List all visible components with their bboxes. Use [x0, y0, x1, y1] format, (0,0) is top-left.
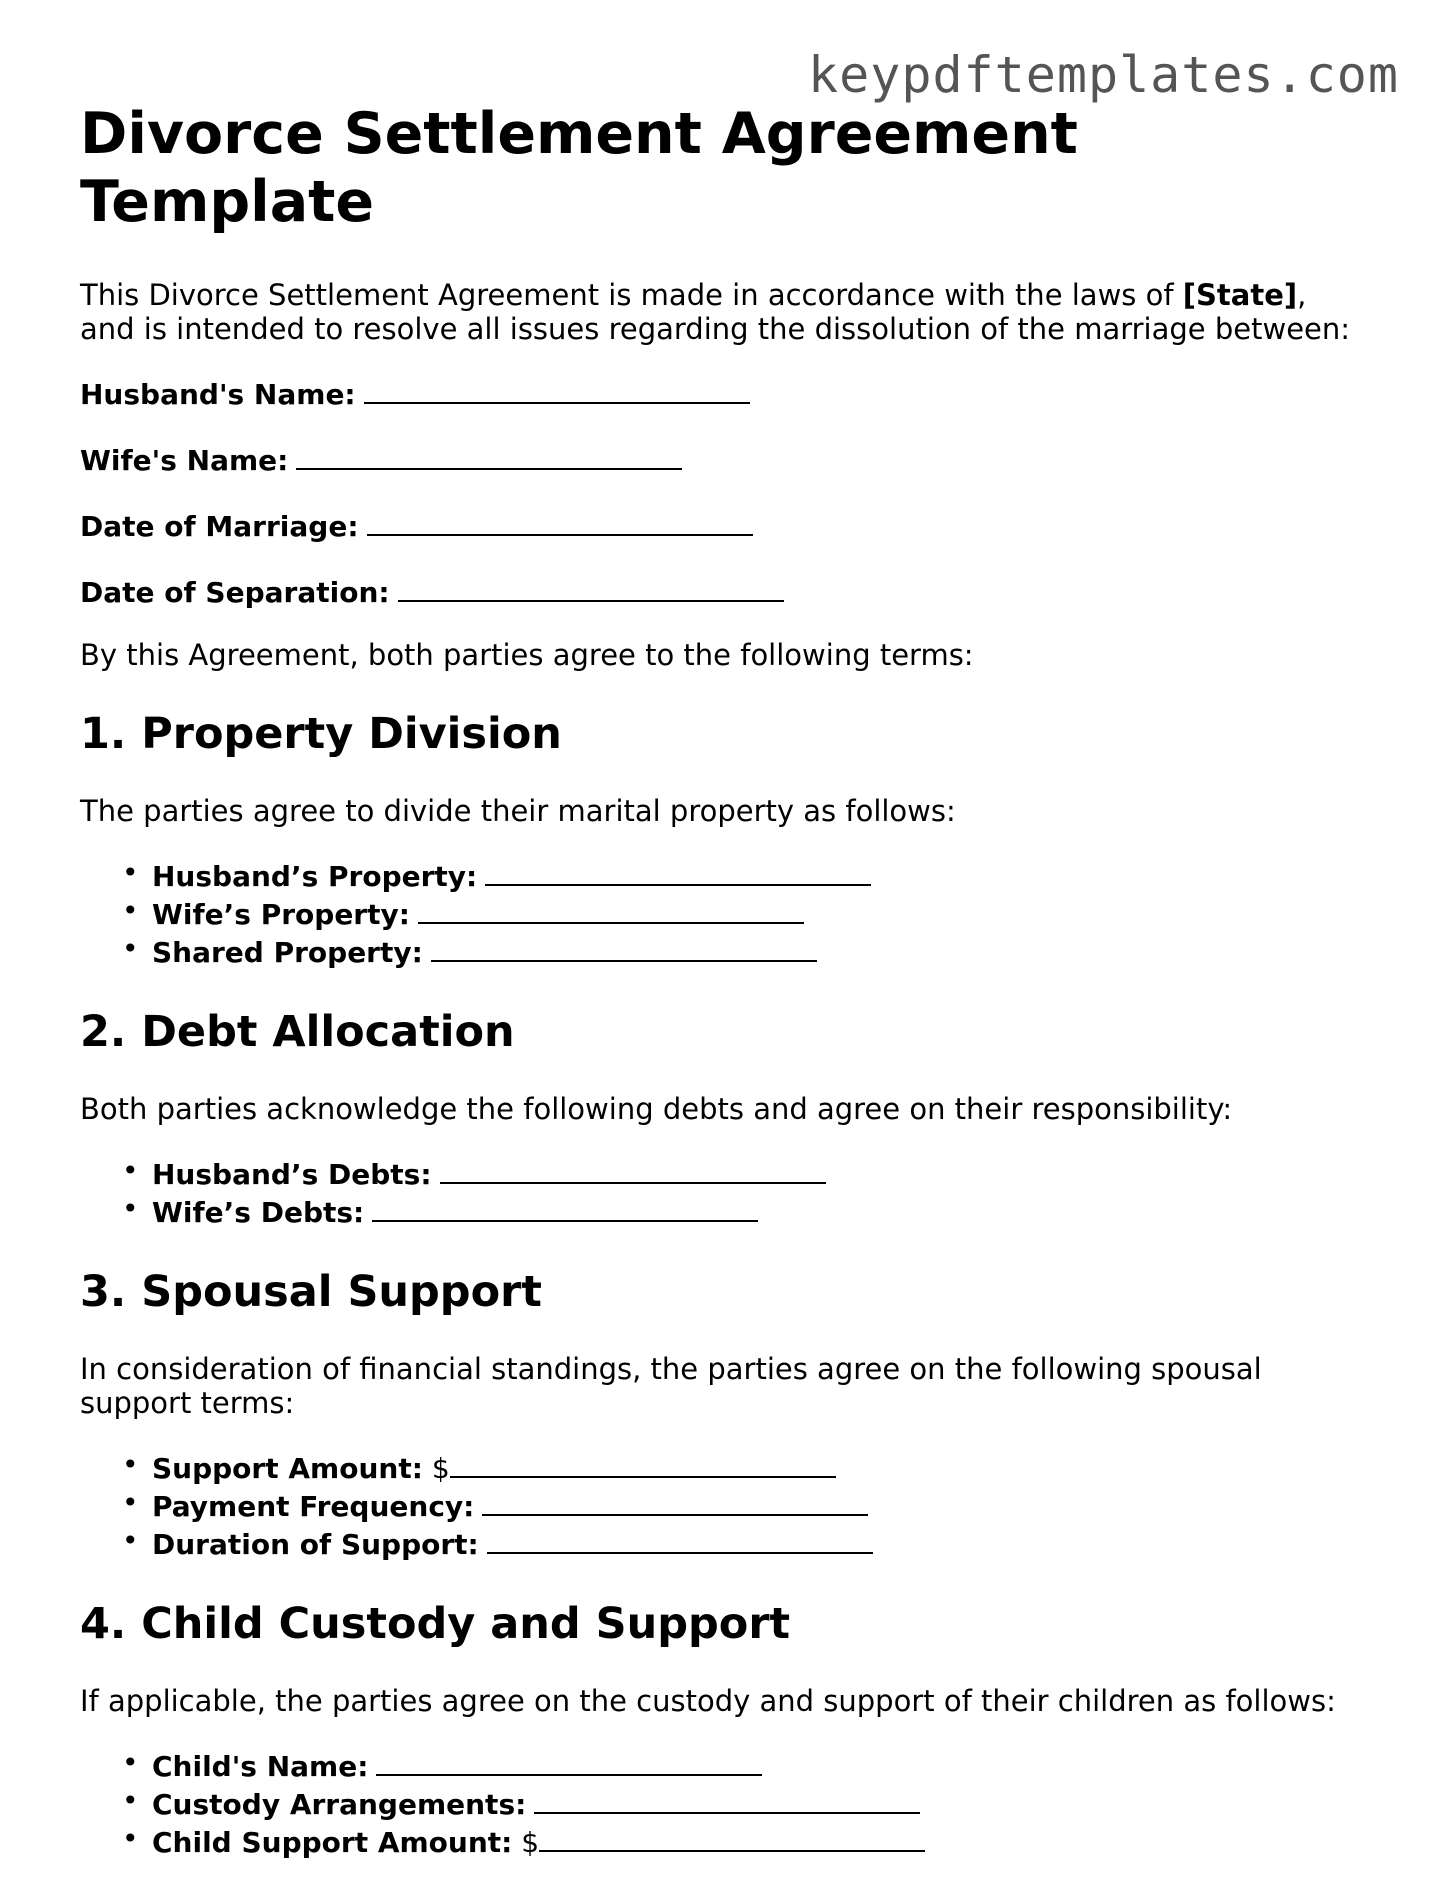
intro-after: , and is intended to resolve all issues regarding the dissolution of the marriage between: — [80, 278, 1351, 346]
section-heading-property-division: 1. Property Division — [80, 709, 562, 759]
item-label: Child Support Amount: — [152, 1826, 513, 1859]
support-amount-blank[interactable] — [450, 1448, 836, 1478]
list-item — [152, 1154, 1370, 1192]
wife-name-blank[interactable] — [296, 440, 682, 470]
section-heading-child-custody: 4. Child Custody and Support — [80, 1599, 791, 1649]
section-heading-debt-allocation: 2. Debt Allocation — [80, 1007, 515, 1057]
intro-paragraph — [80, 278, 1370, 346]
list-item — [152, 1486, 1370, 1524]
list-item — [152, 856, 1370, 894]
list-item — [152, 1746, 1370, 1784]
item-label: Payment Frequency: — [152, 1490, 475, 1523]
document-page — [80, 100, 1370, 1896]
item-label: Custody Arrangements: — [152, 1788, 527, 1821]
date-of-separation-blank[interactable] — [398, 572, 784, 602]
item-label: Wife’s Debts: — [152, 1196, 365, 1229]
list-item — [152, 1524, 1370, 1562]
field-wife-name — [80, 440, 1370, 478]
list-item — [152, 1784, 1370, 1822]
husband-debts-blank[interactable] — [440, 1154, 826, 1184]
section-text: The parties agree to divide their marital property as follows: — [80, 794, 956, 828]
field-label: Husband's Name: — [80, 378, 356, 411]
wife-property-blank[interactable] — [418, 894, 804, 924]
document-title: Divorce Settlement Agreement Template — [80, 101, 1078, 235]
child-custody-list — [80, 1746, 1370, 1860]
shared-property-blank[interactable] — [431, 932, 817, 962]
date-of-marriage-blank[interactable] — [367, 506, 753, 536]
state-placeholder: [State] — [1182, 278, 1298, 312]
item-label: Support Amount: — [152, 1452, 423, 1485]
list-item — [152, 1192, 1370, 1230]
item-label: Husband’s Debts: — [152, 1158, 432, 1191]
watermark: keypdftemplates.com — [808, 46, 1399, 104]
lead-paragraph: By this Agreement, both parties agree to the following terms: — [80, 638, 974, 672]
child-name-blank[interactable] — [376, 1746, 762, 1776]
item-label: Shared Property: — [152, 936, 423, 969]
list-item — [152, 1822, 1370, 1860]
spousal-support-list — [80, 1448, 1370, 1562]
list-item — [152, 932, 1370, 970]
wife-debts-blank[interactable] — [372, 1192, 758, 1222]
section-heading-spousal-support: 3. Spousal Support — [80, 1267, 542, 1317]
custody-arrangements-blank[interactable] — [534, 1784, 920, 1814]
property-list — [80, 856, 1370, 970]
field-husband-name — [80, 374, 1370, 412]
intro-before: This Divorce Settlement Agreement is made in accordance with the laws of — [80, 278, 1183, 312]
field-label: Date of Separation: — [80, 576, 390, 609]
field-date-of-marriage — [80, 506, 1370, 544]
item-label: Wife’s Property: — [152, 898, 410, 931]
section-text: Both parties acknowledge the following debts and agree on their responsibility: — [80, 1092, 1233, 1126]
duration-of-support-blank[interactable] — [487, 1524, 873, 1554]
section-text: In consideration of financial standings, the parties agree on the following spousal support terms: — [80, 1352, 1262, 1420]
debt-list — [80, 1154, 1370, 1230]
item-label: Husband’s Property: — [152, 860, 478, 893]
husband-property-blank[interactable] — [485, 856, 871, 886]
list-item — [152, 894, 1370, 932]
field-label: Wife's Name: — [80, 444, 289, 477]
currency-symbol: $ — [431, 1452, 450, 1485]
list-item — [152, 1448, 1370, 1486]
payment-frequency-blank[interactable] — [482, 1486, 868, 1516]
currency-symbol: $ — [521, 1826, 540, 1859]
husband-name-blank[interactable] — [364, 374, 750, 404]
field-label: Date of Marriage: — [80, 510, 359, 543]
item-label: Duration of Support: — [152, 1528, 479, 1561]
section-text: If applicable, the parties agree on the custody and support of their children as follows: — [80, 1684, 1336, 1718]
field-date-of-separation — [80, 572, 1370, 610]
item-label: Child's Name: — [152, 1750, 369, 1783]
child-support-amount-blank[interactable] — [539, 1822, 925, 1852]
